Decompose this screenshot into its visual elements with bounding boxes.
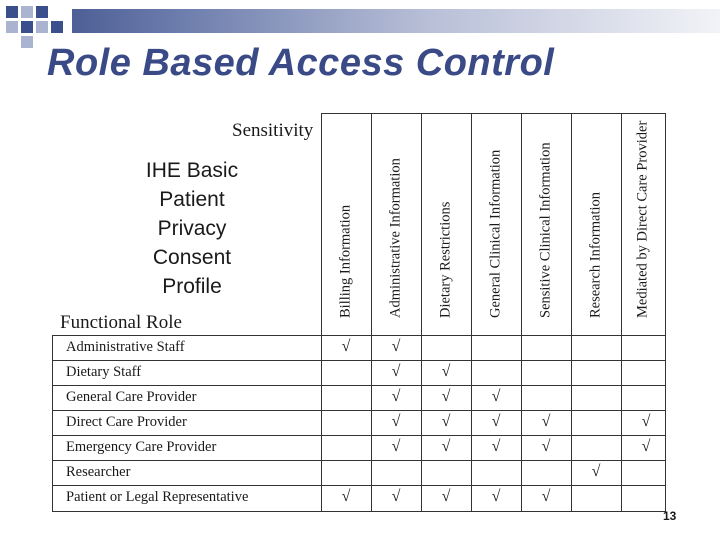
check-mark: √ (491, 413, 501, 430)
check-mark: √ (591, 463, 601, 480)
column-header (371, 113, 421, 331)
check-mark: √ (341, 488, 351, 505)
column-header-text: General Clinical Information (487, 149, 504, 318)
grid-line (665, 113, 666, 335)
header-bar (72, 9, 720, 33)
grid-line (52, 360, 666, 361)
row-label: Patient or Legal Representative (66, 489, 249, 505)
column-header (521, 113, 571, 331)
check-mark: √ (441, 488, 451, 505)
grid-line (52, 460, 666, 461)
check-mark: √ (541, 438, 551, 455)
column-header (571, 113, 621, 331)
row-label: Emergency Care Provider (66, 439, 217, 455)
grid-line (52, 385, 666, 386)
check-mark: √ (541, 488, 551, 505)
check-mark: √ (391, 438, 401, 455)
row-label: Administrative Staff (66, 339, 185, 355)
check-mark: √ (391, 388, 401, 405)
column-header (471, 113, 521, 331)
check-mark: √ (391, 363, 401, 380)
check-mark: √ (491, 488, 501, 505)
column-header-text: Mediated by Direct Care Provider (634, 120, 651, 318)
grid-line (52, 511, 666, 512)
check-mark: √ (341, 338, 351, 355)
check-mark: √ (441, 413, 451, 430)
ihe-line: IHE Basic (145, 159, 239, 182)
check-mark: √ (391, 413, 401, 430)
check-mark: √ (641, 438, 651, 455)
row-label: General Care Provider (66, 389, 197, 405)
check-mark: √ (391, 488, 401, 505)
grid-line (52, 410, 666, 411)
column-header-text: Administrative Information (387, 158, 404, 318)
row-label: Researcher (66, 464, 131, 480)
column-header-text: Sensitive Clinical Information (537, 142, 554, 318)
column-header-text: Billing Information (337, 204, 354, 318)
grid-line (52, 435, 666, 436)
check-mark: √ (391, 338, 401, 355)
check-mark: √ (491, 438, 501, 455)
row-label: Direct Care Provider (66, 414, 187, 430)
slide-title: Role Based Access Control (47, 42, 555, 84)
row-label: Dietary Staff (66, 364, 142, 380)
check-mark: √ (441, 388, 451, 405)
column-header (321, 113, 371, 331)
grid-line (52, 335, 666, 336)
check-mark: √ (491, 388, 501, 405)
column-header-text: Research Information (587, 191, 604, 318)
functional-role-label: Functional Role (60, 312, 182, 333)
column-header-text: Dietary Restrictions (437, 201, 454, 318)
check-mark: √ (541, 413, 551, 430)
page-number: 13 (663, 509, 677, 523)
check-mark: √ (641, 413, 651, 430)
ihe-profile-label (122, 156, 262, 301)
grid-line (52, 485, 666, 486)
sensitivity-label: Sensitivity (232, 120, 314, 141)
column-header (421, 113, 471, 331)
column-header (621, 113, 665, 331)
check-mark: √ (441, 363, 451, 380)
ihe-line: Patient (159, 188, 225, 211)
ihe-line: Consent (152, 246, 232, 269)
ihe-line: Privacy (157, 217, 227, 240)
ihe-line: Profile (162, 275, 222, 298)
check-mark: √ (441, 438, 451, 455)
